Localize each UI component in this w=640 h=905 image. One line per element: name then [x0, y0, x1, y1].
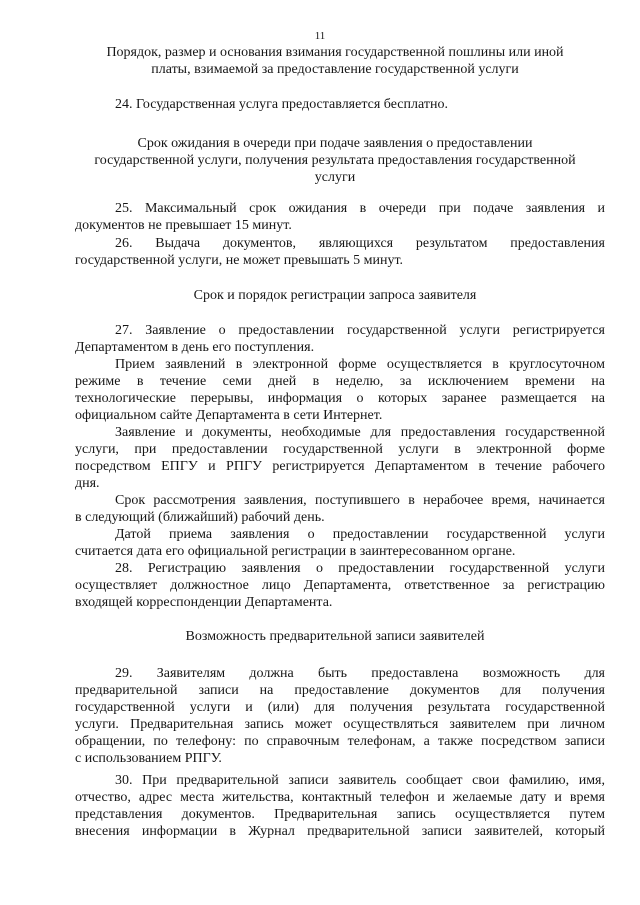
page-number: 11 — [314, 30, 326, 42]
paragraph-26: 26. Выдача документов, являющихся результатом предоставления государственной услуги, не может превышать 5 минут. — [75, 236, 605, 268]
paragraph-27: 27. Заявление о предоставлении государственной услуги регистрируется Департаментом в день его поступления. — [75, 323, 605, 355]
paragraph-29: 29. Заявителям должна быть предоставлена возможность для предварительной записи на предоставление документов для получения государственной услуги и (или) для получения результата государственной услуги. Предварительная запись может осуществляться заявителем при личном обращении, по телефону: по справочным телефонам, а также посредством записи с использованием РПГУ. — [75, 666, 605, 766]
paragraph-27-date: Датой приема заявления о предоставлении государственной услуги считается дата его официальной регистрации в заинтересованном органе. — [75, 527, 605, 559]
paragraph-24: 24. Государственная услуга предоставляется бесплатно. — [115, 97, 448, 112]
section-heading-registration: Срок и порядок регистрации запроса заявителя — [193, 288, 477, 303]
section-heading-fee: Порядок, размер и основания взимания государственной пошлины или иной платы, взимаемой за предоставление государственной услуги — [106, 45, 564, 77]
paragraph-27-documents: Заявление и документы, необходимые для предоставления государственной услуги, при предоставлении государственной услуги в электронной форме посредством ЕПГУ и РПГУ регистрируется Департаментом в течение рабочего дня. — [75, 425, 605, 491]
paragraph-28: 28. Регистрацию заявления о предоставлении государственной услуги осуществляет должностное лицо Департамента, ответственное за регистрацию входящей корреспонденции Департамента. — [75, 561, 605, 610]
paragraph-27-online: Прием заявлений в электронной форме осуществляется в круглосуточном режиме в течение семи дней в неделю, за исключением времени на технологические перерывы, информация о которых заранее размещается на официальном сайте Департамента в сети Интернет. — [75, 357, 605, 423]
section-heading-queue: Срок ожидания в очереди при подаче заявления о предоставлении государственной услуги, получения результата предоставления государственной услуги — [94, 136, 576, 185]
paragraph-30: 30. При предварительной записи заявитель сообщает свои фамилию, имя, отчество, адрес места жительства, контактный телефон и желаемые дату и время представления документов. Предварительная запись осуществляется путем внесения информации в Журнал предварительной записи заявителей, который — [75, 773, 605, 839]
paragraph-27-term: Срок рассмотрения заявления, поступившего в нерабочее время, начинается в следующий (ближайший) рабочий день. — [75, 493, 605, 525]
paragraph-25: 25. Максимальный срок ожидания в очереди при подаче заявления и документов не превышает 15 минут. — [75, 201, 605, 233]
section-heading-preregistration: Возможность предварительной записи заявителей — [185, 629, 485, 644]
